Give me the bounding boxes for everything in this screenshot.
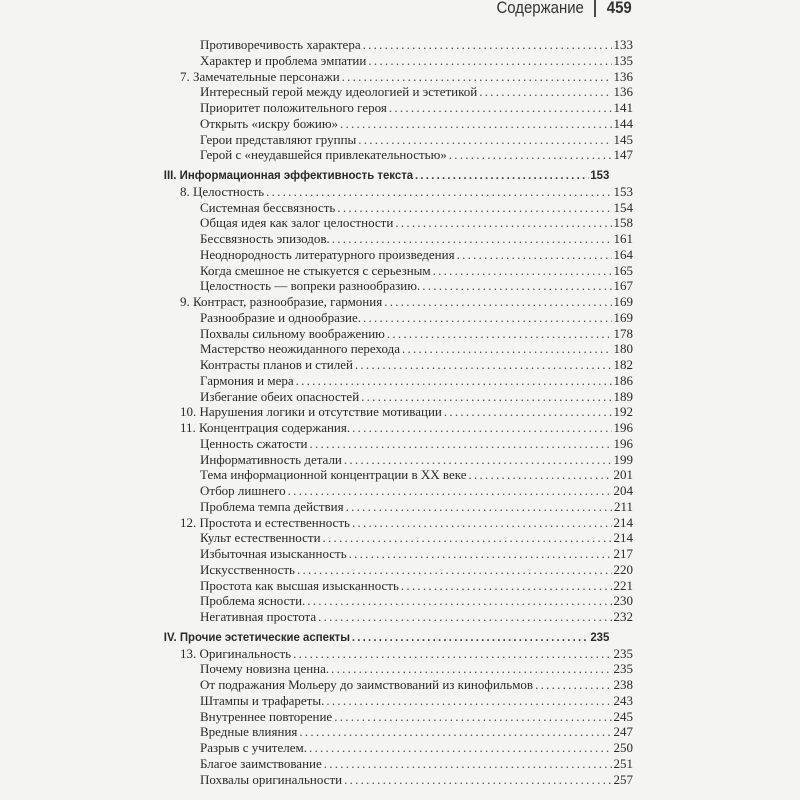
toc-section-entry [160, 37, 633, 53]
toc-entry-page: 238 [613, 677, 633, 692]
leader-dots [355, 357, 612, 373]
toc-entry-title: Контрасты планов и стилей [200, 357, 353, 372]
toc-entry-title: От подражания Мольеру до заимствований из кинофильмов [200, 677, 534, 692]
leader-dots [422, 278, 611, 294]
toc-entry-page: 235 [590, 629, 610, 644]
toc-entry-page: 153 [613, 183, 633, 199]
toc-entry-title: Простота как высшая изысканность [200, 577, 399, 593]
page-number: 459 [607, 0, 632, 17]
toc-chapter-entry [160, 404, 633, 420]
toc-entry-title: Открыть «искру божию» [200, 115, 339, 131]
toc-entry-title: 11. Концентрация содержания. [180, 420, 351, 435]
toc-section-entry [160, 200, 633, 216]
toc-section-entry [160, 231, 633, 247]
toc-entry-title: Избыточная изысканность [200, 546, 347, 561]
toc-entry-title: Бессвязность эпизодов. [200, 231, 330, 246]
toc-part-entry [160, 630, 609, 646]
toc-entry-page: 189 [613, 388, 633, 404]
toc-section-entry [160, 467, 633, 483]
toc-entry-page: 178 [613, 325, 633, 341]
toc-entry-page: 192 [613, 404, 633, 420]
toc-entry-page: 186 [613, 372, 633, 388]
toc-entry-title: Противоречивость характера [200, 37, 361, 52]
toc-chapter-entry [160, 646, 633, 662]
toc-entry-page: 220 [613, 561, 633, 577]
leader-dots [402, 341, 611, 357]
toc-entry-page: 135 [613, 52, 633, 68]
toc-chapter-entry [160, 420, 633, 436]
leader-dots [358, 132, 611, 148]
toc-entry-page: 217 [613, 546, 633, 561]
toc-entry-title: Ценность сжатости [200, 435, 308, 451]
leader-dots [368, 53, 611, 69]
toc-section-entry [160, 310, 633, 326]
toc-entry-title: Похвалы сильному воображению [200, 325, 385, 341]
toc-entry-page: 153 [590, 168, 610, 182]
header-divider [595, 0, 597, 17]
toc-part-entry [160, 168, 609, 184]
toc-entry-title: 8. Целостность [180, 183, 265, 199]
toc-chapter-entry [160, 184, 633, 200]
toc-entry-page: 211 [613, 498, 633, 514]
toc-section-entry [160, 677, 633, 693]
leader-dots [342, 69, 612, 85]
toc-section-entry [160, 724, 633, 740]
toc-section-entry [160, 326, 633, 342]
toc-entry-title: Разнообразие и однообразие. [200, 309, 361, 325]
toc-section-entry [160, 661, 633, 677]
toc-section-entry [160, 483, 633, 499]
leader-dots [331, 661, 611, 677]
toc-entry-page: 169 [613, 309, 633, 325]
toc-entry-title: Неоднородность литературного произведения [200, 246, 455, 262]
toc-section-entry [160, 709, 633, 725]
toc-section-entry [160, 609, 633, 625]
leader-dots [296, 373, 612, 389]
toc-entry-title: Информативность детали [200, 451, 342, 467]
toc-entry-title: Проблема темпа действия [200, 498, 344, 514]
leader-dots [344, 772, 611, 788]
leader-dots [309, 740, 612, 756]
toc-section-entry [160, 84, 633, 100]
toc-section-entry [160, 756, 633, 772]
toc-section-entry [160, 772, 633, 788]
leader-dots [340, 116, 611, 132]
toc-entry-title: Похвалы оригинальности [200, 771, 343, 787]
toc-entry-title: Герои представляют группы [200, 131, 357, 147]
toc-entry-page: 230 [613, 593, 633, 609]
toc-entry-page: 196 [613, 420, 633, 435]
toc-entry-page: 133 [613, 37, 633, 52]
toc-entry-title: Целостность — вопреки разнообразию. [200, 278, 421, 294]
toc-entry-page: 147 [613, 147, 633, 163]
running-header-title: Содержание [496, 0, 585, 17]
leader-dots [297, 562, 612, 578]
toc-entry-page: 199 [613, 451, 633, 467]
leader-dots [309, 436, 611, 452]
toc-section-entry [160, 100, 633, 116]
toc-entry-page: 201 [613, 467, 633, 483]
leader-dots [395, 215, 611, 231]
leader-dots [326, 693, 611, 709]
toc-section-entry [160, 452, 633, 468]
toc-entry-title: Внутреннее повторение [200, 708, 333, 724]
leader-dots [479, 84, 611, 100]
leader-dots [346, 499, 612, 515]
leader-dots [444, 404, 612, 420]
leader-dots [324, 756, 612, 772]
toc-entry-title: Герой с «неудавшейся привлекательностью» [200, 147, 447, 163]
toc-section-entry [160, 693, 633, 709]
toc-entry-page: 164 [613, 246, 633, 262]
toc-entry-page: 214 [613, 530, 633, 546]
toc-entry-title: Когда смешное не стыкуется с серьезным [200, 262, 431, 278]
toc-entry-title: 9. Контраст, разнообразие, гармония [180, 294, 383, 309]
leader-dots [299, 724, 611, 740]
leader-dots [352, 630, 589, 646]
toc-entry-page: 243 [613, 692, 633, 708]
toc-entry-title: 7. Замечательные персонажи [180, 68, 340, 84]
toc-entry-title: Вредные влияния [200, 724, 298, 740]
leader-dots [535, 677, 611, 693]
toc-entry-page: 204 [613, 483, 633, 498]
toc-entry-page: 167 [613, 278, 633, 294]
toc-entry-title: Характер и проблема эмпатии [200, 52, 367, 68]
toc-entry-title: Негативная простота [200, 609, 317, 624]
toc-section-entry [160, 389, 633, 405]
leader-dots [389, 100, 612, 116]
toc-entry-title: 12. Простота и естественность [180, 514, 350, 530]
toc-section-entry [160, 373, 633, 389]
toc-entry-page: 169 [613, 294, 633, 309]
leader-dots [384, 294, 611, 310]
toc-entry-page: 214 [613, 514, 633, 530]
toc-entry-page: 165 [613, 262, 633, 278]
toc-entry-title: Проблема ясности. [200, 593, 306, 609]
leader-dots [288, 483, 612, 499]
toc-section-entry [160, 132, 633, 148]
leader-dots [387, 326, 612, 342]
toc-section-entry [160, 530, 633, 546]
toc-section-entry [160, 116, 633, 132]
toc-section-entry [160, 436, 633, 452]
toc-section-entry [160, 247, 633, 263]
toc-entry-title: Общая идея как залог целостности [200, 215, 394, 231]
toc-entry-title: Мастерство неожиданного перехода [200, 341, 401, 357]
leader-dots [334, 709, 611, 725]
leader-dots [349, 546, 612, 562]
toc-entry-page: 158 [613, 215, 633, 231]
leader-dots [469, 467, 612, 483]
leader-dots [415, 168, 588, 184]
toc-entry-title: Приоритет положительного героя [200, 100, 387, 115]
toc-entry-page: 235 [613, 645, 633, 661]
toc-entry-title: Избегание обеих опасностей [200, 388, 360, 404]
toc-entry-title: Тема информационной концентрации в XX веке [200, 467, 467, 483]
toc-entry-title: 13. Оригинальность [180, 645, 292, 661]
toc-entry-page: 247 [613, 724, 633, 740]
toc-section-entry [160, 740, 633, 756]
leader-dots [293, 646, 611, 662]
leader-dots [449, 147, 612, 163]
toc-entry-title: Отбор лишнего [200, 483, 286, 498]
toc-section-entry [160, 53, 633, 69]
toc-section-entry [160, 215, 633, 231]
toc-section-entry [160, 341, 633, 357]
toc-section-entry [160, 593, 633, 609]
leader-dots [266, 184, 611, 200]
toc-section-entry [160, 263, 633, 279]
toc-entry-page: 144 [613, 115, 633, 131]
toc-entry-page: 161 [613, 231, 633, 246]
toc-section-entry [160, 147, 633, 163]
toc-section-entry [160, 278, 633, 294]
toc-chapter-entry [160, 69, 633, 85]
toc-entry-page: 235 [613, 661, 633, 677]
toc-entry-page: 141 [613, 100, 633, 115]
leader-dots [361, 389, 611, 405]
toc-entry-page: 154 [613, 199, 633, 215]
toc-section-entry [160, 578, 633, 594]
toc-entry-page: 196 [613, 435, 633, 451]
leader-dots [318, 609, 611, 625]
leader-dots [433, 263, 612, 279]
toc-entry-page: 245 [613, 708, 633, 724]
toc-entry-page: 145 [613, 131, 633, 147]
toc-entry-title: Культ естественности [200, 530, 321, 546]
toc-section-entry [160, 562, 633, 578]
toc-entry-page: 257 [613, 771, 633, 787]
leader-dots [332, 231, 612, 247]
toc-entry-title: Почему новизна ценна. [200, 661, 330, 677]
toc-entry-title: Гармония и мера [200, 372, 294, 388]
toc-entry-title: IV. Прочие эстетические аспекты [163, 629, 350, 644]
toc-entry-page: 251 [613, 755, 633, 771]
toc-entry-page: 232 [613, 609, 633, 624]
toc-section-entry [160, 546, 633, 562]
table-of-contents [160, 37, 633, 787]
leader-dots [307, 593, 611, 609]
leader-dots [363, 310, 612, 326]
toc-section-entry [160, 499, 633, 515]
leader-dots [457, 247, 612, 263]
toc-entry-title: Благое заимствование [200, 755, 322, 771]
leader-dots [323, 530, 612, 546]
toc-entry-title: Разрыв с учителем. [200, 740, 307, 755]
toc-entry-title: 10. Нарушения логики и отсутствие мотивации [180, 404, 442, 420]
toc-chapter-entry [160, 515, 633, 531]
leader-dots [337, 200, 611, 216]
toc-chapter-entry [160, 294, 633, 310]
leader-dots [363, 37, 612, 53]
leader-dots [352, 420, 611, 436]
toc-entry-title: Штампы и трафареты. [200, 692, 325, 708]
toc-entry-title: Искусственность [200, 561, 295, 577]
toc-section-entry [160, 357, 633, 373]
leader-dots [401, 578, 612, 594]
running-header [497, 0, 632, 18]
toc-entry-page: 221 [613, 577, 633, 593]
toc-entry-page: 182 [613, 357, 633, 372]
toc-entry-page: 136 [613, 84, 633, 100]
toc-entry-title: Интересный герой между идеологией и эстетикой [200, 84, 478, 100]
toc-entry-page: 180 [613, 341, 633, 357]
leader-dots [344, 452, 612, 468]
leader-dots [352, 515, 612, 531]
toc-entry-page: 250 [613, 740, 633, 755]
toc-entry-title: III. Информационная эффективность текста [163, 168, 414, 182]
toc-entry-title: Системная бессвязность [200, 199, 336, 215]
toc-entry-page: 136 [613, 68, 633, 84]
